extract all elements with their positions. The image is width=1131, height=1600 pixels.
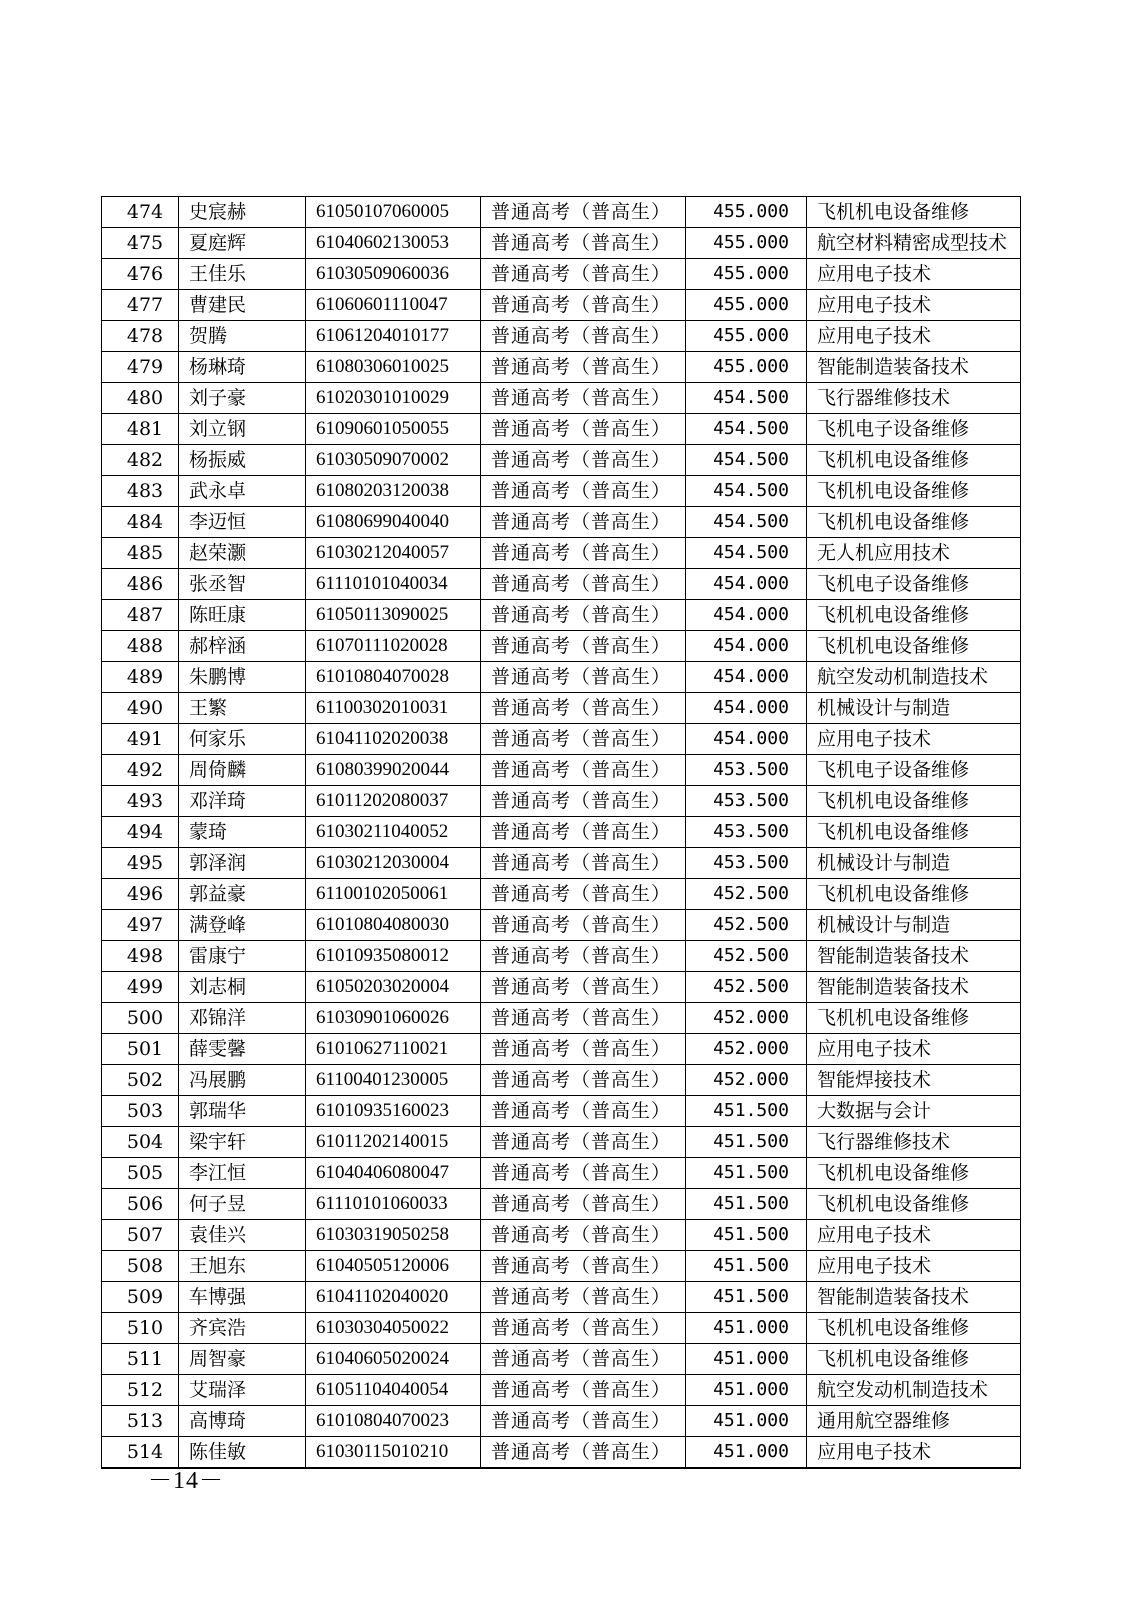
table-row [102,1251,1021,1282]
table-row [102,1034,1021,1065]
student-name-cell: 武永卓 [179,476,306,507]
admission-type-cell: 普通高考（普高生） [481,600,686,631]
table-row [102,290,1021,321]
score-cell: 452.500 [686,941,807,972]
table-row [102,879,1021,910]
candidate-id-cell: 61030115010210 [306,1437,481,1469]
row-number-cell: 490 [102,693,179,724]
admission-list-table [101,196,1021,1469]
row-number-cell: 507 [102,1220,179,1251]
table-body [102,197,1021,1469]
score-cell: 454.000 [686,693,807,724]
candidate-id-cell: 61020301010029 [306,383,481,414]
score-cell: 451.500 [686,1127,807,1158]
table-row [102,538,1021,569]
major-cell: 飞机机电设备维修 [807,1344,1021,1375]
major-cell: 飞机机电设备维修 [807,476,1021,507]
student-name-cell: 陈旺康 [179,600,306,631]
row-number-cell: 496 [102,879,179,910]
row-number-cell: 477 [102,290,179,321]
table-row [102,1406,1021,1437]
row-number-cell: 513 [102,1406,179,1437]
student-name-cell: 郭瑞华 [179,1096,306,1127]
score-cell: 454.000 [686,662,807,693]
major-cell: 飞机电子设备维修 [807,414,1021,445]
student-name-cell: 郭泽润 [179,848,306,879]
student-name-cell: 刘立钢 [179,414,306,445]
table-row [102,662,1021,693]
table-row [102,941,1021,972]
score-cell: 454.500 [686,414,807,445]
table-row [102,817,1021,848]
admission-type-cell: 普通高考（普高生） [481,786,686,817]
student-name-cell: 王佳乐 [179,259,306,290]
score-cell: 452.000 [686,1034,807,1065]
student-name-cell: 赵荣灏 [179,538,306,569]
table-row [102,1344,1021,1375]
student-name-cell: 周倚麟 [179,755,306,786]
score-cell: 454.500 [686,445,807,476]
major-cell: 应用电子技术 [807,1220,1021,1251]
student-name-cell: 朱鹏博 [179,662,306,693]
candidate-id-cell: 61060601110047 [306,290,481,321]
row-number-cell: 488 [102,631,179,662]
major-cell: 大数据与会计 [807,1096,1021,1127]
major-cell: 智能制造装备技术 [807,1282,1021,1313]
table-row [102,1313,1021,1344]
score-cell: 451.000 [686,1313,807,1344]
table-row [102,1282,1021,1313]
admission-type-cell: 普通高考（普高生） [481,1220,686,1251]
row-number-cell: 480 [102,383,179,414]
row-number-cell: 487 [102,600,179,631]
candidate-id-cell: 61070111020028 [306,631,481,662]
candidate-id-cell: 61110101060033 [306,1189,481,1220]
score-cell: 452.500 [686,910,807,941]
row-number-cell: 492 [102,755,179,786]
student-name-cell: 贺腾 [179,321,306,352]
table-row [102,600,1021,631]
major-cell: 飞机机电设备维修 [807,786,1021,817]
row-number-cell: 501 [102,1034,179,1065]
student-name-cell: 车博强 [179,1282,306,1313]
row-number-cell: 489 [102,662,179,693]
row-number-cell: 482 [102,445,179,476]
major-cell: 飞机机电设备维修 [807,1313,1021,1344]
table-row [102,1003,1021,1034]
admission-type-cell: 普通高考（普高生） [481,1189,686,1220]
admission-type-cell: 普通高考（普高生） [481,1406,686,1437]
major-cell: 飞机机电设备维修 [807,1003,1021,1034]
major-cell: 飞机机电设备维修 [807,507,1021,538]
score-cell: 455.000 [686,259,807,290]
major-cell: 飞机机电设备维修 [807,1158,1021,1189]
admission-type-cell: 普通高考（普高生） [481,1003,686,1034]
student-name-cell: 王旭东 [179,1251,306,1282]
row-number-cell: 491 [102,724,179,755]
admission-type-cell: 普通高考（普高生） [481,445,686,476]
student-name-cell: 梁宇轩 [179,1127,306,1158]
major-cell: 应用电子技术 [807,259,1021,290]
candidate-id-cell: 61050113090025 [306,600,481,631]
candidate-id-cell: 61100302010031 [306,693,481,724]
candidate-id-cell: 61010804070023 [306,1406,481,1437]
admission-type-cell: 普通高考（普高生） [481,1065,686,1096]
table-row [102,1375,1021,1406]
row-number-cell: 502 [102,1065,179,1096]
row-number-cell: 509 [102,1282,179,1313]
admission-type-cell: 普通高考（普高生） [481,1344,686,1375]
table-row [102,724,1021,755]
row-number-cell: 481 [102,414,179,445]
table-row [102,1127,1021,1158]
candidate-id-cell: 61080306010025 [306,352,481,383]
student-name-cell: 夏庭辉 [179,228,306,259]
row-number-cell: 498 [102,941,179,972]
major-cell: 航空发动机制造技术 [807,662,1021,693]
major-cell: 飞机电子设备维修 [807,755,1021,786]
student-name-cell: 周智豪 [179,1344,306,1375]
table-row [102,1220,1021,1251]
student-name-cell: 杨振威 [179,445,306,476]
table-row [102,848,1021,879]
candidate-id-cell: 61011202080037 [306,786,481,817]
student-name-cell: 齐宾浩 [179,1313,306,1344]
row-number-cell: 478 [102,321,179,352]
row-number-cell: 485 [102,538,179,569]
major-cell: 飞机机电设备维修 [807,197,1021,228]
admission-type-cell: 普通高考（普高生） [481,662,686,693]
row-number-cell: 500 [102,1003,179,1034]
table-row [102,1189,1021,1220]
score-cell: 455.000 [686,290,807,321]
score-cell: 451.000 [686,1344,807,1375]
row-number-cell: 504 [102,1127,179,1158]
admission-type-cell: 普通高考（普高生） [481,1313,686,1344]
admission-type-cell: 普通高考（普高生） [481,569,686,600]
candidate-id-cell: 61030211040052 [306,817,481,848]
score-cell: 451.500 [686,1096,807,1127]
page-number: －14－ [148,1468,224,1494]
candidate-id-cell: 61010935080012 [306,941,481,972]
admission-type-cell: 普通高考（普高生） [481,1158,686,1189]
student-name-cell: 邓洋琦 [179,786,306,817]
admission-type-cell: 普通高考（普高生） [481,290,686,321]
table-row [102,786,1021,817]
candidate-id-cell: 61080203120038 [306,476,481,507]
table-row [102,693,1021,724]
candidate-id-cell: 61030212040057 [306,538,481,569]
admission-type-cell: 普通高考（普高生） [481,1282,686,1313]
score-cell: 451.500 [686,1220,807,1251]
table-row [102,755,1021,786]
major-cell: 智能制造装备技术 [807,941,1021,972]
row-number-cell: 484 [102,507,179,538]
score-cell: 452.000 [686,1065,807,1096]
major-cell: 智能制造装备技术 [807,972,1021,1003]
student-name-cell: 冯展鹏 [179,1065,306,1096]
row-number-cell: 510 [102,1313,179,1344]
row-number-cell: 474 [102,197,179,228]
candidate-id-cell: 61080699040040 [306,507,481,538]
student-name-cell: 何家乐 [179,724,306,755]
student-name-cell: 蒙琦 [179,817,306,848]
candidate-id-cell: 61030212030004 [306,848,481,879]
table-row [102,445,1021,476]
score-cell: 454.500 [686,476,807,507]
student-name-cell: 郝梓涵 [179,631,306,662]
row-number-cell: 479 [102,352,179,383]
student-name-cell: 李迈恒 [179,507,306,538]
major-cell: 航空材料精密成型技术 [807,228,1021,259]
admission-type-cell: 普通高考（普高生） [481,941,686,972]
major-cell: 应用电子技术 [807,1437,1021,1469]
score-cell: 455.000 [686,321,807,352]
major-cell: 机械设计与制造 [807,910,1021,941]
major-cell: 飞行器维修技术 [807,383,1021,414]
candidate-id-cell: 61040505120006 [306,1251,481,1282]
score-cell: 453.500 [686,786,807,817]
score-cell: 455.000 [686,197,807,228]
major-cell: 智能制造装备技术 [807,352,1021,383]
table-row [102,1065,1021,1096]
candidate-id-cell: 61030901060026 [306,1003,481,1034]
score-cell: 455.000 [686,352,807,383]
candidate-id-cell: 61080399020044 [306,755,481,786]
admission-type-cell: 普通高考（普高生） [481,693,686,724]
major-cell: 航空发动机制造技术 [807,1375,1021,1406]
admission-type-cell: 普通高考（普高生） [481,259,686,290]
score-cell: 454.500 [686,383,807,414]
candidate-id-cell: 61041102040020 [306,1282,481,1313]
admission-type-cell: 普通高考（普高生） [481,848,686,879]
major-cell: 通用航空器维修 [807,1406,1021,1437]
student-name-cell: 刘志桐 [179,972,306,1003]
row-number-cell: 495 [102,848,179,879]
admission-type-cell: 普通高考（普高生） [481,228,686,259]
admission-type-cell: 普通高考（普高生） [481,1437,686,1469]
major-cell: 应用电子技术 [807,1251,1021,1282]
score-cell: 451.000 [686,1375,807,1406]
admission-type-cell: 普通高考（普高生） [481,1375,686,1406]
admission-type-cell: 普通高考（普高生） [481,383,686,414]
candidate-id-cell: 61010627110021 [306,1034,481,1065]
candidate-id-cell: 61040605020024 [306,1344,481,1375]
admission-type-cell: 普通高考（普高生） [481,507,686,538]
candidate-id-cell: 61061204010177 [306,321,481,352]
row-number-cell: 506 [102,1189,179,1220]
student-name-cell: 杨琳琦 [179,352,306,383]
row-number-cell: 514 [102,1437,179,1469]
major-cell: 飞机机电设备维修 [807,445,1021,476]
student-name-cell: 王繁 [179,693,306,724]
candidate-id-cell: 61100401230005 [306,1065,481,1096]
student-name-cell: 高博琦 [179,1406,306,1437]
row-number-cell: 493 [102,786,179,817]
score-cell: 454.000 [686,724,807,755]
score-cell: 454.000 [686,631,807,662]
student-name-cell: 满登峰 [179,910,306,941]
table-row [102,631,1021,662]
admission-type-cell: 普通高考（普高生） [481,724,686,755]
major-cell: 无人机应用技术 [807,538,1021,569]
score-cell: 455.000 [686,228,807,259]
major-cell: 应用电子技术 [807,724,1021,755]
student-name-cell: 雷康宁 [179,941,306,972]
candidate-id-cell: 61110101040034 [306,569,481,600]
student-name-cell: 袁佳兴 [179,1220,306,1251]
candidate-id-cell: 61030509070002 [306,445,481,476]
candidate-id-cell: 61050203020004 [306,972,481,1003]
candidate-id-cell: 61010804080030 [306,910,481,941]
table-row [102,1158,1021,1189]
score-cell: 454.500 [686,538,807,569]
table-row [102,321,1021,352]
admission-type-cell: 普通高考（普高生） [481,321,686,352]
major-cell: 飞机电子设备维修 [807,569,1021,600]
major-cell: 智能焊接技术 [807,1065,1021,1096]
admission-type-cell: 普通高考（普高生） [481,1251,686,1282]
admission-type-cell: 普通高考（普高生） [481,631,686,662]
major-cell: 飞机机电设备维修 [807,631,1021,662]
row-number-cell: 483 [102,476,179,507]
candidate-id-cell: 61040406080047 [306,1158,481,1189]
score-cell: 454.500 [686,507,807,538]
major-cell: 应用电子技术 [807,290,1021,321]
score-cell: 454.000 [686,569,807,600]
candidate-id-cell: 61010935160023 [306,1096,481,1127]
candidate-id-cell: 61030304050022 [306,1313,481,1344]
score-cell: 453.500 [686,755,807,786]
row-number-cell: 503 [102,1096,179,1127]
admission-type-cell: 普通高考（普高生） [481,352,686,383]
admission-type-cell: 普通高考（普高生） [481,1096,686,1127]
score-cell: 452.500 [686,879,807,910]
table-row [102,259,1021,290]
major-cell: 飞行器维修技术 [807,1127,1021,1158]
major-cell: 应用电子技术 [807,321,1021,352]
student-name-cell: 郭益豪 [179,879,306,910]
student-name-cell: 李江恒 [179,1158,306,1189]
candidate-id-cell: 61030509060036 [306,259,481,290]
admission-type-cell: 普通高考（普高生） [481,817,686,848]
candidate-id-cell: 61090601050055 [306,414,481,445]
major-cell: 应用电子技术 [807,1034,1021,1065]
score-cell: 451.500 [686,1251,807,1282]
major-cell: 飞机机电设备维修 [807,879,1021,910]
student-name-cell: 陈佳敏 [179,1437,306,1469]
table-row [102,507,1021,538]
table-row [102,910,1021,941]
student-name-cell: 邓锦洋 [179,1003,306,1034]
candidate-id-cell: 61051104040054 [306,1375,481,1406]
student-name-cell: 何子昱 [179,1189,306,1220]
admission-type-cell: 普通高考（普高生） [481,879,686,910]
row-number-cell: 476 [102,259,179,290]
row-number-cell: 512 [102,1375,179,1406]
table-row [102,352,1021,383]
score-cell: 454.000 [686,600,807,631]
table-row [102,569,1021,600]
table-row [102,414,1021,445]
score-cell: 451.500 [686,1158,807,1189]
student-name-cell: 张丞智 [179,569,306,600]
score-cell: 452.000 [686,1003,807,1034]
major-cell: 机械设计与制造 [807,848,1021,879]
row-number-cell: 505 [102,1158,179,1189]
table-row [102,1437,1021,1469]
table-row [102,972,1021,1003]
candidate-id-cell: 61100102050061 [306,879,481,910]
table-row [102,228,1021,259]
student-name-cell: 刘子豪 [179,383,306,414]
candidate-id-cell: 61030319050258 [306,1220,481,1251]
row-number-cell: 508 [102,1251,179,1282]
admission-type-cell: 普通高考（普高生） [481,538,686,569]
row-number-cell: 497 [102,910,179,941]
row-number-cell: 475 [102,228,179,259]
admission-type-cell: 普通高考（普高生） [481,1127,686,1158]
score-cell: 451.500 [686,1282,807,1313]
row-number-cell: 486 [102,569,179,600]
table-row [102,197,1021,228]
row-number-cell: 494 [102,817,179,848]
candidate-id-cell: 61040602130053 [306,228,481,259]
score-cell: 452.500 [686,972,807,1003]
student-name-cell: 曹建民 [179,290,306,321]
admission-type-cell: 普通高考（普高生） [481,972,686,1003]
major-cell: 机械设计与制造 [807,693,1021,724]
candidate-id-cell: 61011202140015 [306,1127,481,1158]
score-cell: 451.000 [686,1437,807,1469]
major-cell: 飞机机电设备维修 [807,817,1021,848]
score-cell: 451.500 [686,1189,807,1220]
candidate-id-cell: 61041102020038 [306,724,481,755]
student-name-cell: 薛雯馨 [179,1034,306,1065]
admission-type-cell: 普通高考（普高生） [481,910,686,941]
table-row [102,1096,1021,1127]
admission-type-cell: 普通高考（普高生） [481,197,686,228]
row-number-cell: 499 [102,972,179,1003]
admission-type-cell: 普通高考（普高生） [481,1034,686,1065]
admission-type-cell: 普通高考（普高生） [481,755,686,786]
table-row [102,383,1021,414]
student-name-cell: 史宸赫 [179,197,306,228]
candidate-id-cell: 61010804070028 [306,662,481,693]
score-cell: 451.000 [686,1406,807,1437]
major-cell: 飞机机电设备维修 [807,1189,1021,1220]
student-name-cell: 艾瑞泽 [179,1375,306,1406]
candidate-id-cell: 61050107060005 [306,197,481,228]
table-row [102,476,1021,507]
admission-type-cell: 普通高考（普高生） [481,414,686,445]
score-cell: 453.500 [686,817,807,848]
admission-type-cell: 普通高考（普高生） [481,476,686,507]
row-number-cell: 511 [102,1344,179,1375]
score-cell: 453.500 [686,848,807,879]
major-cell: 飞机机电设备维修 [807,600,1021,631]
